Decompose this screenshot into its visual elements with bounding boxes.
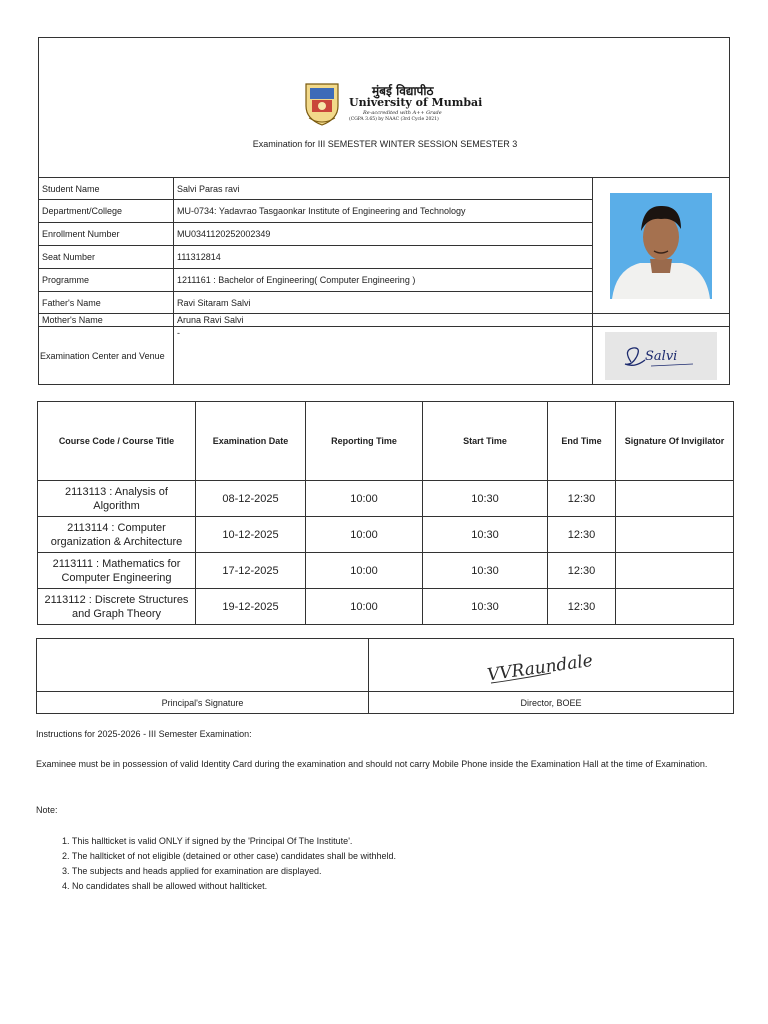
course-date: 10-12-2025 xyxy=(196,517,306,553)
exam-title: Examination for III SEMESTER WINTER SESSION SEMESTER 3 xyxy=(252,139,518,149)
invigilator-signature xyxy=(616,553,734,589)
hall-ticket-header xyxy=(38,37,730,178)
course-start-time: 10:30 xyxy=(423,517,548,553)
seat-number-value: 111312814 xyxy=(174,246,593,269)
student-photo-illustration xyxy=(610,193,712,299)
course-reporting-time: 10:00 xyxy=(306,589,423,625)
course-title: 2113113 : Analysis of Algorithm xyxy=(38,481,196,517)
invigilator-signature xyxy=(616,589,734,625)
director-signature-text: VVRaundale xyxy=(485,650,595,686)
note-item: 2. The hallticket of not eligible (detained or other case) candidates shall be withheld. xyxy=(62,851,397,861)
course-title: 2113112 : Discrete Structures and Graph Theory xyxy=(38,589,196,625)
exam-center-label: Examination Center and Venue xyxy=(39,327,174,385)
student-signature xyxy=(605,332,717,380)
principal-signature-label: Principal's Signature xyxy=(37,692,369,714)
invigilator-signature xyxy=(616,481,734,517)
mother-name-value: Aruna Ravi Salvi xyxy=(174,314,593,327)
note-item: 4. No candidates shall be allowed without hallticket. xyxy=(62,881,268,891)
student-info-table xyxy=(38,177,730,385)
enrollment-value: MU0341120252002349 xyxy=(174,223,593,246)
col-header-reporting: Reporting Time xyxy=(306,402,423,481)
course-header-row xyxy=(38,402,734,481)
department-label: Department/College xyxy=(39,200,174,223)
programme-label: Programme xyxy=(39,269,174,292)
student-signature-graphic xyxy=(605,332,717,380)
col-header-start: Start Time xyxy=(423,402,548,481)
course-start-time: 10:30 xyxy=(423,481,548,517)
director-signature-label: Director, BOEE xyxy=(369,692,734,714)
father-name-label: Father's Name xyxy=(39,292,174,314)
course-end-time: 12:30 xyxy=(548,553,616,589)
course-title: 2113111 : Mathematics for Computer Engineering xyxy=(38,553,196,589)
col-header-invigilator: Signature Of Invigilator xyxy=(616,402,734,481)
father-name-value: Ravi Sitaram Salvi xyxy=(174,292,593,314)
course-date: 08-12-2025 xyxy=(196,481,306,517)
course-row xyxy=(38,517,734,553)
exam-center-value: - xyxy=(174,327,593,385)
instructions-body: Examinee must be in possession of valid Identity Card during the examination and should not carry Mobile Phone inside the Examination Hall at the time of Examination. xyxy=(36,759,708,769)
director-signature-graphic xyxy=(481,639,621,689)
university-name-english: University of Mumbai xyxy=(349,96,483,109)
seat-number-label: Seat Number xyxy=(39,246,174,269)
student-info-row xyxy=(39,314,730,327)
accreditation-line-2: (CGPA 3.65) by NAAC (3rd Cycle 2021) xyxy=(349,117,439,122)
photo-spacer-cell xyxy=(593,314,730,327)
col-header-end: End Time xyxy=(548,402,616,481)
note-item: 1. This hallticket is valid ONLY if signed by the 'Principal Of The Institute'. xyxy=(62,836,353,846)
director-signature-area xyxy=(369,639,734,692)
student-signature-text: Salvi xyxy=(645,348,678,364)
department-value: MU-0734: Yadavrao Tasgaonkar Institute of Engineering and Technology xyxy=(174,200,593,223)
university-logo xyxy=(303,82,483,126)
note-item: 3. The subjects and heads applied for examination are displayed. xyxy=(62,866,322,876)
course-schedule-table xyxy=(37,401,734,625)
student-name-label: Student Name xyxy=(39,178,174,200)
course-start-time: 10:30 xyxy=(423,589,548,625)
instructions-heading: Instructions for 2025-2026 - III Semester Examination: xyxy=(36,729,252,739)
student-photo xyxy=(610,193,712,299)
course-row xyxy=(38,553,734,589)
mother-name-label: Mother's Name xyxy=(39,314,174,327)
course-row xyxy=(38,589,734,625)
university-name-marathi: मुंबई विद्यापीठ xyxy=(372,84,434,98)
col-header-course: Course Code / Course Title xyxy=(38,402,196,481)
student-signature-cell xyxy=(593,327,730,385)
course-reporting-time: 10:00 xyxy=(306,517,423,553)
accreditation-line-1: Re-accredited with A++ Grade xyxy=(363,110,442,116)
invigilator-signature xyxy=(616,517,734,553)
authority-signatures-table xyxy=(36,638,734,714)
notes-list xyxy=(62,834,396,894)
student-info-row xyxy=(39,327,730,385)
student-name-value: Salvi Paras ravi xyxy=(174,178,593,200)
course-start-time: 10:30 xyxy=(423,553,548,589)
note-label: Note: xyxy=(36,805,58,815)
student-info-row xyxy=(39,178,730,200)
programme-value: 1211161 : Bachelor of Engineering( Computer Engineering ) xyxy=(174,269,593,292)
course-end-time: 12:30 xyxy=(548,589,616,625)
signature-area-row xyxy=(37,639,734,692)
enrollment-label: Enrollment Number xyxy=(39,223,174,246)
course-date: 17-12-2025 xyxy=(196,553,306,589)
col-header-date: Examination Date xyxy=(196,402,306,481)
course-title: 2113114 : Computer organization & Architecture xyxy=(38,517,196,553)
course-reporting-time: 10:00 xyxy=(306,553,423,589)
signature-label-row xyxy=(37,692,734,714)
photo-cell xyxy=(593,178,730,314)
course-end-time: 12:30 xyxy=(548,517,616,553)
course-row xyxy=(38,481,734,517)
course-date: 19-12-2025 xyxy=(196,589,306,625)
principal-signature-area xyxy=(37,639,369,692)
course-end-time: 12:30 xyxy=(548,481,616,517)
course-reporting-time: 10:00 xyxy=(306,481,423,517)
